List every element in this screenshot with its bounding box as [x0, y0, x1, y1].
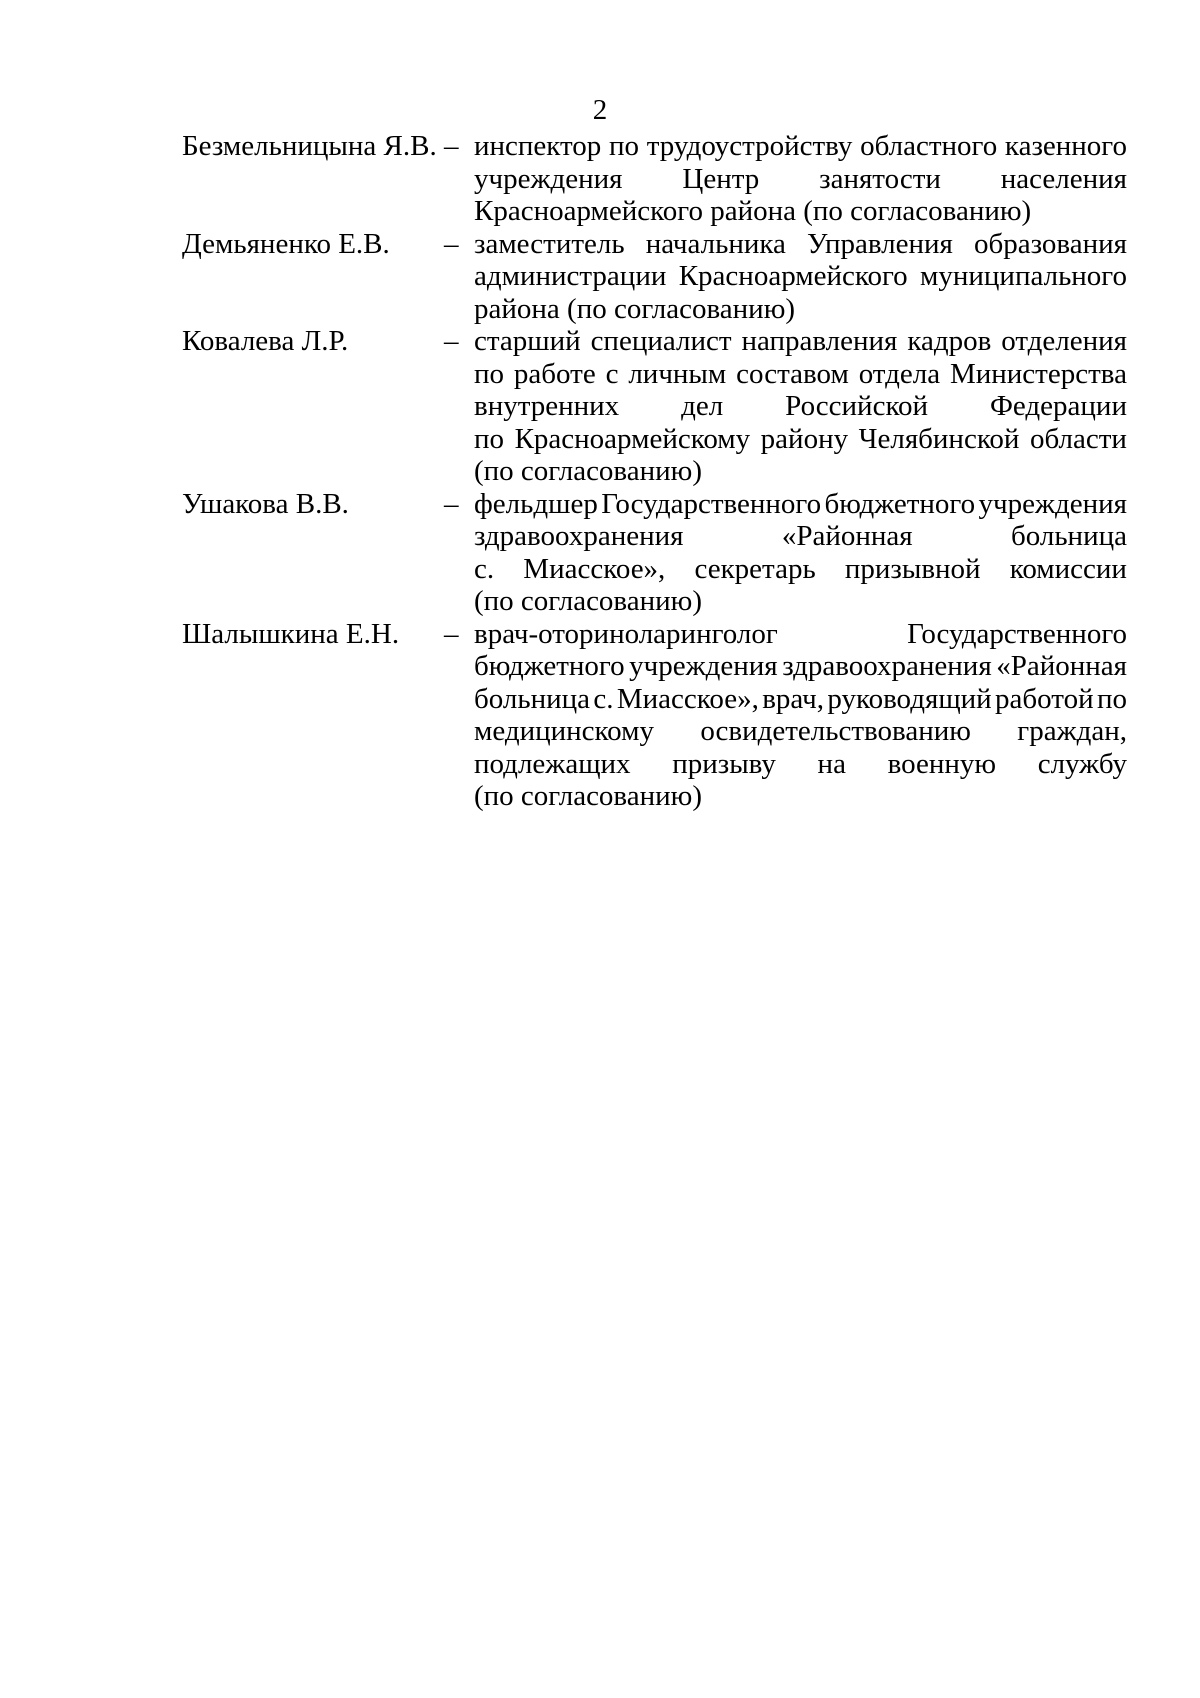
member-position — [474, 488, 1127, 618]
position-word: области — [1030, 422, 1127, 455]
position-word: призыву — [672, 747, 776, 780]
position-word: бюджетного — [824, 487, 976, 520]
position-word: администрации — [474, 260, 667, 292]
position-word: здравоохранения — [782, 650, 992, 682]
page-number: 2 — [592, 94, 608, 126]
position-word: по — [1096, 682, 1127, 715]
member-name: Демьяненко Е.В. — [182, 227, 390, 260]
position-word: бюджетного — [474, 650, 625, 682]
member-dash: – — [444, 487, 459, 520]
position-word: с — [605, 357, 619, 390]
position-word: Красноармейского — [678, 260, 908, 292]
position-word: руководящий — [827, 682, 992, 715]
position-word: врач, — [762, 682, 824, 715]
position-word: комиссии — [1009, 552, 1127, 585]
position-word: казенного — [1004, 130, 1127, 162]
position-word: району — [760, 422, 849, 455]
member-name: Ковалева Л.Р. — [182, 325, 349, 357]
member-position — [474, 228, 1127, 326]
position-word: старший — [474, 325, 581, 357]
position-word: учреждения — [978, 487, 1127, 520]
member-dash: – — [444, 325, 459, 357]
member-row — [182, 325, 1127, 488]
position-word: с. — [474, 552, 495, 585]
position-line — [474, 163, 1127, 196]
position-line: (по согласованию) — [474, 585, 702, 617]
position-line — [474, 488, 1127, 521]
position-word: Миасское», — [616, 682, 759, 715]
position-word: инспектор — [474, 130, 602, 162]
position-word: Миасское», — [523, 552, 666, 585]
position-line — [474, 715, 1127, 748]
member-position — [474, 325, 1127, 488]
position-word: Государственного — [601, 487, 822, 520]
member-position — [474, 618, 1127, 813]
position-word: фельдшер — [474, 487, 598, 520]
position-line: Красноармейского района (по согласованию) — [474, 195, 1032, 227]
position-word: «Районная — [996, 650, 1127, 682]
position-word: больница — [474, 682, 590, 715]
member-row — [182, 228, 1127, 326]
position-line — [474, 748, 1127, 781]
position-word: секретарь — [694, 552, 816, 585]
position-word: службу — [1037, 747, 1127, 780]
position-line: (по согласованию) — [474, 455, 702, 487]
member-name: Шалышкина Е.Н. — [182, 617, 400, 650]
position-word: заместитель — [474, 227, 625, 260]
position-line: района (по согласованию) — [474, 292, 796, 325]
position-line — [474, 390, 1127, 423]
position-line — [474, 423, 1127, 456]
position-word: направления — [741, 325, 898, 357]
position-word: работой — [995, 682, 1094, 715]
position-word: военную — [887, 747, 997, 780]
member-dash: – — [444, 617, 459, 650]
member-position — [474, 130, 1127, 228]
position-word: трудоустройству — [646, 130, 853, 162]
position-word: Федерации — [990, 390, 1127, 422]
position-word: составом — [736, 357, 849, 390]
position-word: областного — [860, 130, 998, 162]
position-word: отделения — [1001, 325, 1127, 357]
position-word: работе — [513, 357, 596, 390]
member-row — [182, 618, 1127, 813]
position-word: начальника — [645, 227, 786, 260]
position-word: кадров — [907, 325, 992, 357]
position-word: внутренних — [474, 390, 620, 422]
position-word: отдела — [858, 357, 941, 390]
position-word: населения — [1000, 162, 1127, 195]
position-word: по — [609, 130, 640, 162]
position-word: Российской — [785, 390, 929, 422]
position-line — [474, 650, 1127, 683]
members-list — [182, 130, 1127, 813]
member-dash: – — [444, 227, 459, 260]
position-line — [474, 325, 1127, 358]
member-dash: – — [444, 130, 459, 162]
position-word: Красноармейскому — [514, 422, 751, 455]
position-word: с. — [593, 682, 614, 715]
position-word: подлежащих — [474, 747, 631, 780]
member-row — [182, 488, 1127, 618]
member-name: Ушакова В.В. — [182, 487, 349, 520]
position-word: врач-оториноларинголог — [474, 617, 778, 650]
position-word: «Районная — [781, 520, 913, 552]
position-word: призывной — [844, 552, 981, 585]
position-word: Центр — [682, 162, 760, 195]
position-line — [474, 228, 1127, 261]
position-word: Челябинской — [858, 422, 1020, 455]
position-word: учреждения — [629, 650, 778, 682]
position-line — [474, 683, 1127, 716]
position-word: Управления — [806, 227, 953, 260]
position-word: муниципального — [920, 260, 1127, 292]
position-word: Министерства — [949, 357, 1127, 390]
position-line — [474, 618, 1127, 651]
position-word: учреждения — [474, 162, 623, 195]
position-word: больница — [1010, 520, 1127, 552]
position-word: личным — [628, 357, 727, 390]
position-line — [474, 520, 1127, 553]
position-word: по — [474, 357, 505, 390]
position-word: освидетельствованию — [700, 715, 971, 747]
position-word: медицинскому — [474, 715, 654, 747]
position-word: по — [474, 422, 505, 455]
position-line — [474, 130, 1127, 163]
member-name: Безмельницына Я.В. — [182, 130, 437, 162]
position-word: дел — [681, 390, 724, 422]
position-word: образования — [973, 227, 1127, 260]
position-line: (по согласованию) — [474, 780, 702, 812]
position-line — [474, 358, 1127, 391]
position-line — [474, 260, 1127, 293]
position-word: здравоохранения — [474, 520, 684, 552]
position-word: специалист — [590, 325, 732, 357]
member-row — [182, 130, 1127, 228]
position-word: граждан, — [1017, 715, 1127, 747]
position-word: занятости — [819, 162, 941, 195]
position-word: Государственного — [907, 617, 1127, 650]
position-line — [474, 553, 1127, 586]
position-word: на — [817, 747, 846, 780]
